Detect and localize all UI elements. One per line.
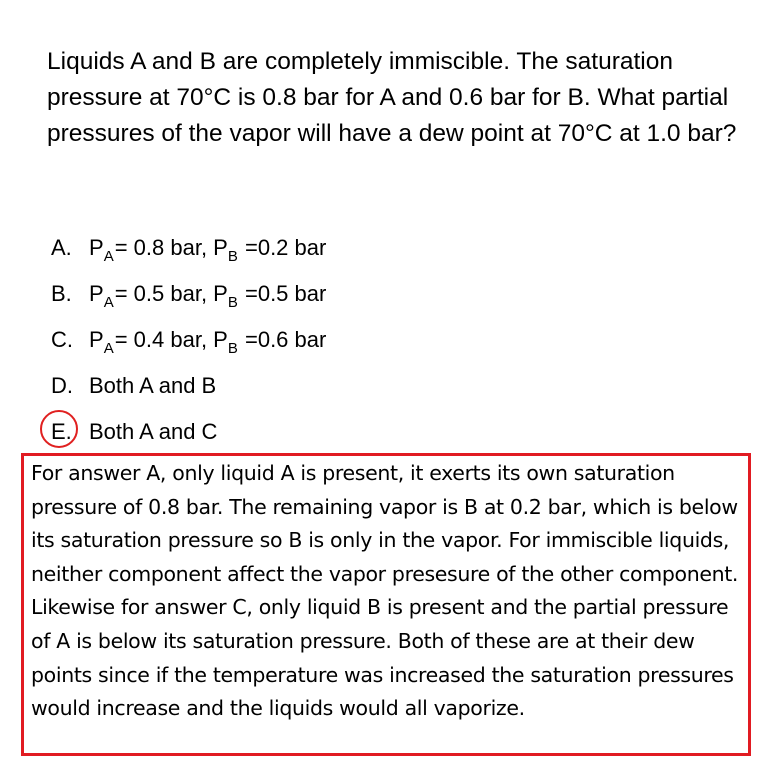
pb-value: =0.6 bar (238, 327, 327, 352)
option-text: Both A and C (89, 419, 218, 444)
pa-subscript: A (103, 340, 114, 357)
option-letter: C. (51, 327, 73, 352)
option-c[interactable] (51, 321, 326, 367)
option-a[interactable] (51, 229, 326, 275)
question-text: Liquids A and B are completely immiscible. The saturation pressure at 70°C is 0.8 bar for A and 0.6 bar for B. What partial pressures of the vapor will have a dew point at 70°C at 1.0 bar? (47, 48, 737, 147)
pa-value: = 0.5 bar, (114, 281, 214, 306)
pb-symbol: P (213, 281, 228, 306)
answer-options (51, 229, 326, 459)
pb-symbol: P (213, 327, 228, 352)
pb-subscript: B (227, 340, 238, 357)
option-letter: E. (51, 419, 72, 444)
pa-symbol: P (89, 235, 104, 260)
pb-value: =0.5 bar (238, 281, 327, 306)
pa-symbol: P (89, 281, 104, 306)
option-letter: D. (51, 373, 73, 398)
pa-subscript: A (103, 248, 114, 265)
explanation-box: For answer A, only liquid A is present, it exerts its own saturation pressure of 0.8 bar. The remaining vapor is B at 0.2 bar, which is below its saturation pressure so B is only in the vapor. For immiscible liquids, neither component affect the vapor presesure of the other component. Likewise for answer C, only liquid B is present and the partial pressure of A is below its saturation pressure. Both of these are at their dew points since if the temperature was increased the saturation pressures would increase and the liquids would all vaporize. (21, 453, 751, 756)
pb-subscript: B (227, 294, 238, 311)
option-letter: A. (51, 235, 72, 260)
pa-subscript: A (103, 294, 114, 311)
option-b[interactable] (51, 275, 326, 321)
option-text: Both A and B (89, 373, 217, 398)
pb-value: =0.2 bar (238, 235, 327, 260)
pb-subscript: B (227, 248, 238, 265)
pb-symbol: P (213, 235, 228, 260)
pa-value: = 0.8 bar, (114, 235, 214, 260)
pa-value: = 0.4 bar, (114, 327, 214, 352)
selected-answer-circle (40, 410, 78, 448)
pa-symbol: P (89, 327, 104, 352)
option-d[interactable] (51, 367, 326, 413)
option-letter: B. (51, 281, 72, 306)
